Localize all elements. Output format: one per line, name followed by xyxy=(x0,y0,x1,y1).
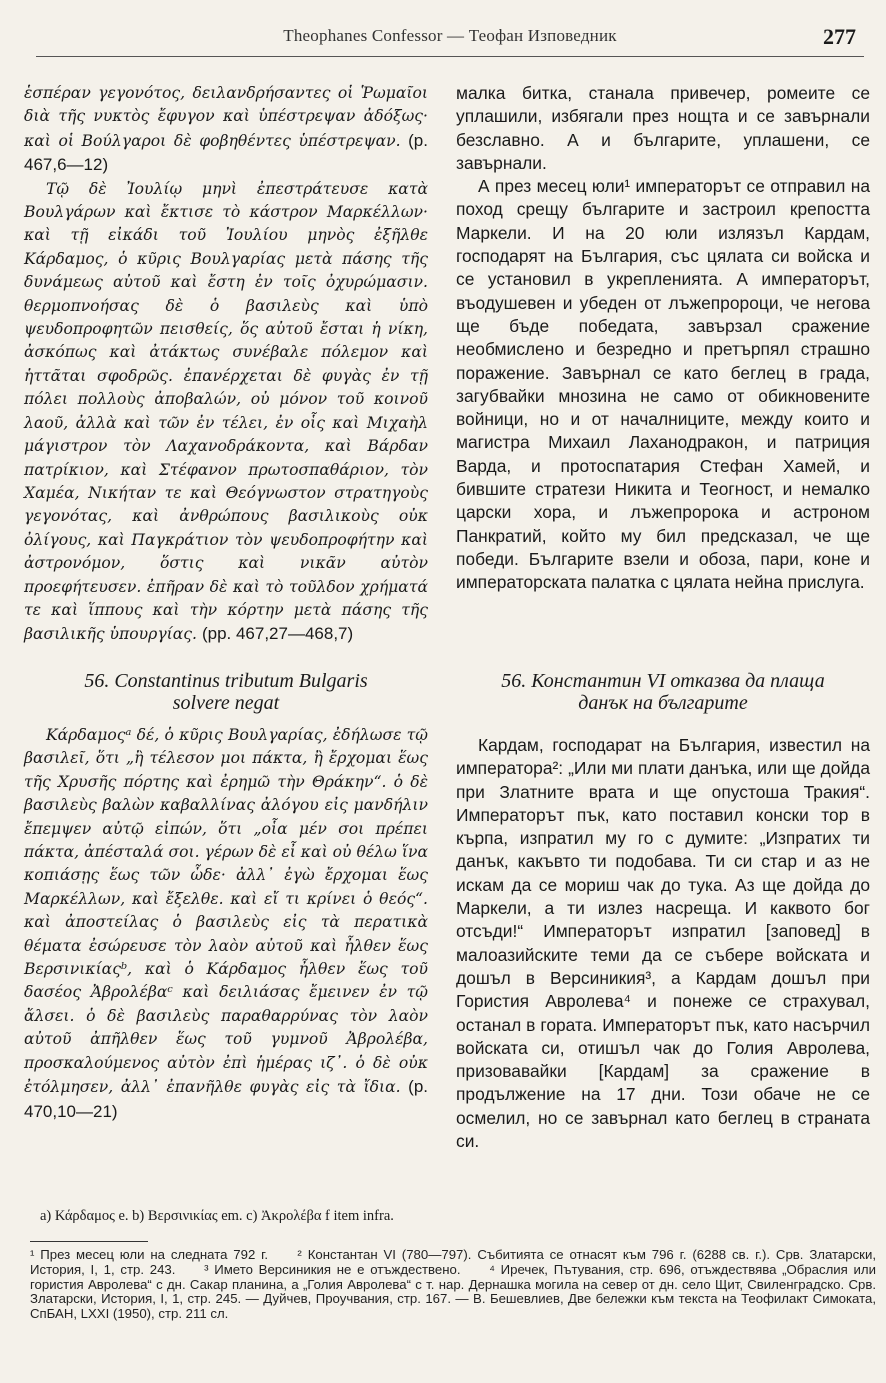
footnote: ² Константан VI (780—797). Събитията се отнасят към 796 г. (6288 св. г.). Срв. Златарски, История, I, 1, стр. 243. xyxy=(30,1247,876,1277)
greek-paragraph: ἑσπέραν γεγονότος, δειλανδρήσαντες οἱ Ῥωμαῖοι διὰ τῆς νυκτὸς ἔφυγον καὶ ὑπέστρεψαν ἀδόξως· καὶ οἱ Βούλγαροι δὲ φοβηθέντες ὑπέστρεψαν. xyxy=(24,84,428,150)
bulgarian-paragraph: малка битка, станала привечер, ромеите се уплашили, избягали през нощта и се завърнали безславно. А и българите, уплашени, се завърнали. xyxy=(456,83,870,173)
bulgarian-paragraph: Кардам, господарат на България, известил на императора²: „Или ми плати данъка, или ще дойда при Златните врата и ще опустоша Тракия“. Императорът пък, като поставил конски тор в кърпа, изпратил му го с думите: „Изпратих ти данък, какъвто ти подобава. Ти си стар и аз не искам да се мориш чак до тука. Аз ще дойда до Маркели, а ти излез насреща. И каквото бог отсъди!“ Императорът изпратил [заповед] в малоазийските теми да се събере войската и дошъл в Версиникия³, а Кардам дошъл при Гористия Авролева⁴ и понеже се страхувал, останал в гората. Императорът пък, като насърчил войската си, отишъл чак до Голия Авролева, призовавайки [Кардам] за сражение в продължение на 17 дни. Този обаче не се осмелил, но се завърнал като беглец в страната си. xyxy=(456,735,870,1152)
page-reference: (p. 470,10—21) xyxy=(24,1077,428,1121)
bulgarian-column-bottom xyxy=(456,734,870,1153)
bulgarian-paragraph: А през месец юли¹ императорът се отправил на поход срещу българите и застроил крепостта Маркели. И на 20 юли излязъл Кардам, господарят на България, със цялата си войска и се установил в укрепленията. А императорът, въодушевен и убеден от лъжепророци, че негова ще бъде победата, завързал сражение необмислено и безредно и претърпял страшно поражение. Завърнал се като беглец в града, загубвайки мнозина не само от обикновените войници, но и от началниците, между които и магистра Михаил Лаханодракон, и патриция Варда, и протоспатария Стефан Хамей, и бившите стратези Никита и Теогност, и немалко царски хора, и лъжепророка и астроном Панкратий, който му бил предсказал, че ще победи. Българите взели и обоза, пари, коне и императорската палатка с цялата нейна прислуга. xyxy=(456,176,870,593)
critical-apparatus: a) Κάρδαμος e. b) Βερσινικίας em. c) Ἀκρολέβα f item infra. xyxy=(40,1208,394,1224)
footnote: ¹ През месец юли на следната 792 г. xyxy=(30,1247,269,1262)
greek-paragraph: Κάρδαμοςᵃ δέ, ὁ κῦρις Βουλγαρίας, ἐδήλωσε τῷ βασιλεῖ, ὅτι „ἢ τέλεσον μοι πάκτα, ἢ ἔρχομαι ἕως τῆς Χρυσῆς πόρτης καὶ ἐρημῶ τὴν Θράκην“. ὁ δὲ βασιλεὺς βαλὼν καβαλλίνας ἀλόγου εἰς μανδήλιν ἔπεμψεν αὐτῷ εἰπών, ὅτι „οἷα μέν σοι πρέπει πάκτα, ἀπέσταλά σοι. γέρων δὲ εἶ καὶ οὐ θέλω ἵνα κοπιάσῃς ἕως τῶν ὧδε· ἀλλ᾽ ἐγὼ ἔρχομαι ἕως Μαρκέλλων, καὶ ἔξελθε. καὶ εἴ τι κρίνει ὁ θεός“. καὶ ἀποστείλας ὁ βασιλεὺς εἰς τὰ περατικὰ θέματα ἐσώρευσε τὸν λαὸν αὐτοῦ καὶ ἦλθεν ἕως Βερσινικίαςᵇ, καὶ ὁ Κάρδαμος ἦλθεν ἕως τοῦ δασέος Ἀβρολέβαᶜ καὶ δειλιάσας ἔμεινεν ἐν τῷ ἄλσει. ὁ δὲ βασιλεὺς παραθαρρύνας τὸν λαὸν αὐτοῦ ἀπῆλθεν ἕως τοῦ γυμνοῦ Ἀβρολέβα, προσκαλούμενος αὐτὸν ἐπὶ ἡμέρας ιζ᾽. ὁ δὲ οὐκ ἐτόλμησεν, ἀλλ᾽ ἐπανῆλθε φυγὰς εἰς τὰ ἴδια. xyxy=(24,726,428,1097)
running-title: Theophanes Confessor — Теофан Изповедник xyxy=(283,26,617,45)
section-title-bulgarian: 56. Константин VI отказва да плаща данък на българите xyxy=(501,670,825,714)
page-number: 277 xyxy=(823,24,856,49)
page-reference: (pp. 467,27—468,7) xyxy=(201,624,354,644)
page-reference: (p. 467,6—12) xyxy=(24,130,428,175)
running-header xyxy=(36,22,864,57)
greek-paragraph: Τῷ δὲ Ἰουλίῳ μηνὶ ἐπεστράτευσε κατὰ Βουλγάρων καὶ ἔκτισε τὸ κάστρον Μαρκέλλων· καὶ τῇ εἰκάδι τοῦ Ἰουλίου μηνὸς ἐξῆλθε Κάρδαμος, ὁ κῦρις Βουλγαρίας μετὰ πάσης τῆς δυνάμεως αὐτοῦ καὶ ἔστη ἐν τοῖς ὀχυρώμασιν. θερμοπνοήσας δὲ ὁ βασιλεὺς καὶ ὑπὸ ψευδοπροφητῶν πεισθείς, ὅς αὐτοῦ ἔσται ἡ νίκη, ἀσκόπως καὶ ἀτάκτως συνέβαλε πόλεμον καὶ ἡττᾶται σφοδρῶς. ἐπανέρχεται δὲ φυγὰς ἐν τῇ πόλει πολλοὺς ἀποβαλών, οὐ μόνον τοῦ κοινοῦ λαοῦ, ἀλλὰ καὶ τῶν ἐν τέλει, ἐν οἷς καὶ Μιχαὴλ μάγιστρον τὸν Λαχανοδράκοντα, καὶ Βάρδαν πατρίκιον, καὶ Στέφανον πρωτοσπαθάριον, τὸν Χαμέα, Νικήταν τε καὶ Θεόγνωστον στρατηγοὺς γεγονότας, καὶ ἀνθρώπους βασιλικοὺς οὐκ ὀλίγους, καὶ Παγκράτιον τὸν ψευδοπροφήτην καὶ ἀστρονόμον, ὅστις καὶ νικᾶν αὐτὸν προεφήτευσεν. ἐπῆραν δὲ καὶ τὸ τοῦλδον χρήματά τε καὶ ἵππους καὶ τὴν κόρτην μετὰ πάσης τῆς βασιλικῆς ὑπουργίας. xyxy=(24,179,428,644)
footnote: ³ Името Версиникия не е отъждествено. xyxy=(204,1261,461,1277)
bulgarian-column-top xyxy=(456,82,870,595)
footnotes xyxy=(30,1248,876,1322)
footnote: ⁴ Иречек, Пътувания, стр. 696, отъждествява „Обраслия или гористия Авролева“ с дн. Сакар планина, а „Голия Авролева“ с т. нар. Дернашка могила на север от дн. село Щит, Свиленградско. Срв. Златарски, История, I, 1, стр. 245. — Дуйчев, Проучвания, стр. 167. — В. Бешевлиев, Две бележки към текста на Теофилакт Симоката, СпБАН, LXXI (1950), стр. 211 сл. xyxy=(30,1261,876,1322)
footnote-rule xyxy=(30,1241,148,1242)
section-title-latin: 56. Constantinus tributum Bulgaris solvere negat xyxy=(84,670,368,714)
greek-column-top xyxy=(24,82,428,647)
greek-column-bottom xyxy=(24,724,428,1124)
